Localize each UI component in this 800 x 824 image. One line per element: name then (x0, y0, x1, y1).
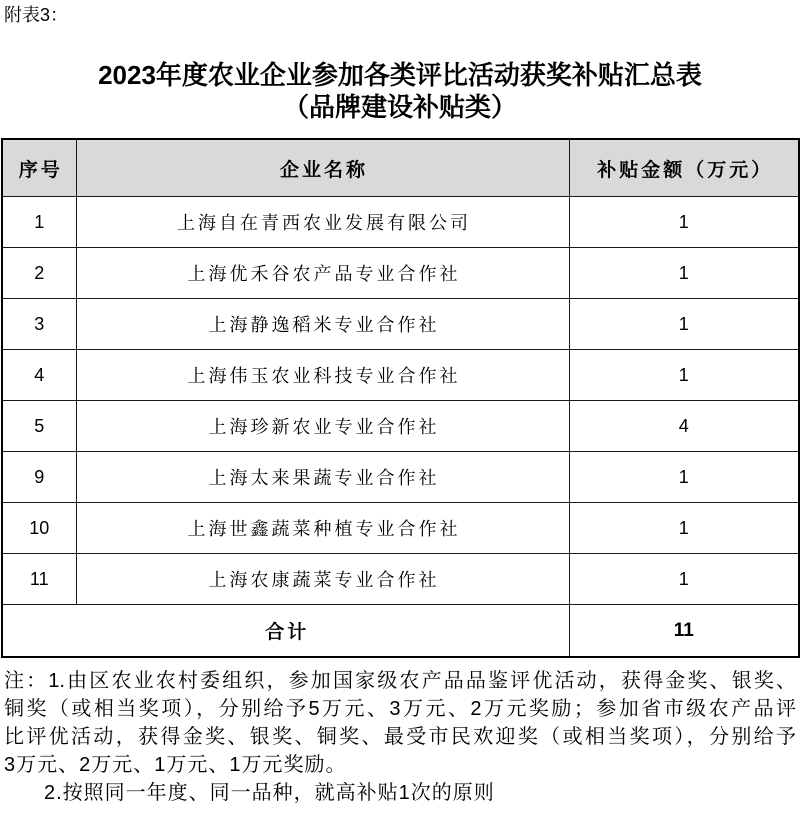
row-company-name: 上海农康蔬菜专业合作社 (76, 554, 569, 605)
row-serial-number: 2 (2, 248, 76, 299)
header-serial-number: 序号 (2, 139, 76, 197)
attachment-label: 附表3： (4, 5, 69, 25)
row-company-name: 上海优禾谷农产品专业合作社 (76, 248, 569, 299)
row-serial-number: 11 (2, 554, 76, 605)
table-body (2, 197, 799, 658)
row-serial-number: 5 (2, 401, 76, 452)
notes-section (4, 667, 796, 807)
table-row (2, 452, 799, 503)
row-subsidy-amount: 1 (569, 248, 799, 299)
row-subsidy-amount: 1 (569, 503, 799, 554)
table-row (2, 401, 799, 452)
row-serial-number: 1 (2, 197, 76, 248)
note-line-3: 比评优活动，获得金奖、银奖、铜奖、最受市民欢迎奖（或相当奖项），分别给予 (4, 726, 796, 748)
row-subsidy-amount: 1 (569, 452, 799, 503)
row-company-name: 上海伟玉农业科技专业合作社 (76, 350, 569, 401)
header-company-name: 企业名称 (76, 139, 569, 197)
table-header (2, 139, 799, 197)
row-subsidy-amount: 1 (569, 299, 799, 350)
table-row (2, 350, 799, 401)
row-subsidy-amount: 1 (569, 554, 799, 605)
document-title (0, 59, 800, 123)
title-line-2: （品牌建设补贴类） (282, 92, 517, 122)
row-company-name: 上海自在青西农业发展有限公司 (76, 197, 569, 248)
row-subsidy-amount: 1 (569, 350, 799, 401)
row-company-name: 上海珍新农业专业合作社 (76, 401, 569, 452)
note-line-2: 铜奖（或相当奖项），分别给予5万元、3万元、2万元奖励；参加省市级农产品评 (4, 698, 796, 720)
table-row (2, 299, 799, 350)
total-label: 合计 (2, 605, 569, 658)
title-line-1: 2023年度农业企业参加各类评比活动获奖补贴汇总表 (98, 60, 702, 90)
table-row (2, 197, 799, 248)
total-row (2, 605, 799, 658)
row-company-name: 上海静逸稻米专业合作社 (76, 299, 569, 350)
row-company-name: 上海太来果蔬专业合作社 (76, 452, 569, 503)
note-line-1: 注：1.由区农业农村委组织，参加国家级农产品品鉴评优活动，获得金奖、银奖、 (4, 670, 796, 692)
note-line-5: 2.按照同一年度、同一品种，就高补贴1次的原则 (44, 782, 495, 804)
table-row (2, 248, 799, 299)
row-subsidy-amount: 4 (569, 401, 799, 452)
header-subsidy-amount: 补贴金额（万元） (569, 139, 799, 197)
total-amount: 11 (569, 605, 799, 658)
row-serial-number: 3 (2, 299, 76, 350)
table-row (2, 503, 799, 554)
row-subsidy-amount: 1 (569, 197, 799, 248)
note-line-4: 3万元、2万元、1万元、1万元奖励。 (4, 754, 347, 776)
header-row (2, 139, 799, 197)
row-serial-number: 4 (2, 350, 76, 401)
row-serial-number: 9 (2, 452, 76, 503)
row-serial-number: 10 (2, 503, 76, 554)
row-company-name: 上海世鑫蔬菜种植专业合作社 (76, 503, 569, 554)
subsidy-summary-table (1, 138, 800, 658)
table-row (2, 554, 799, 605)
